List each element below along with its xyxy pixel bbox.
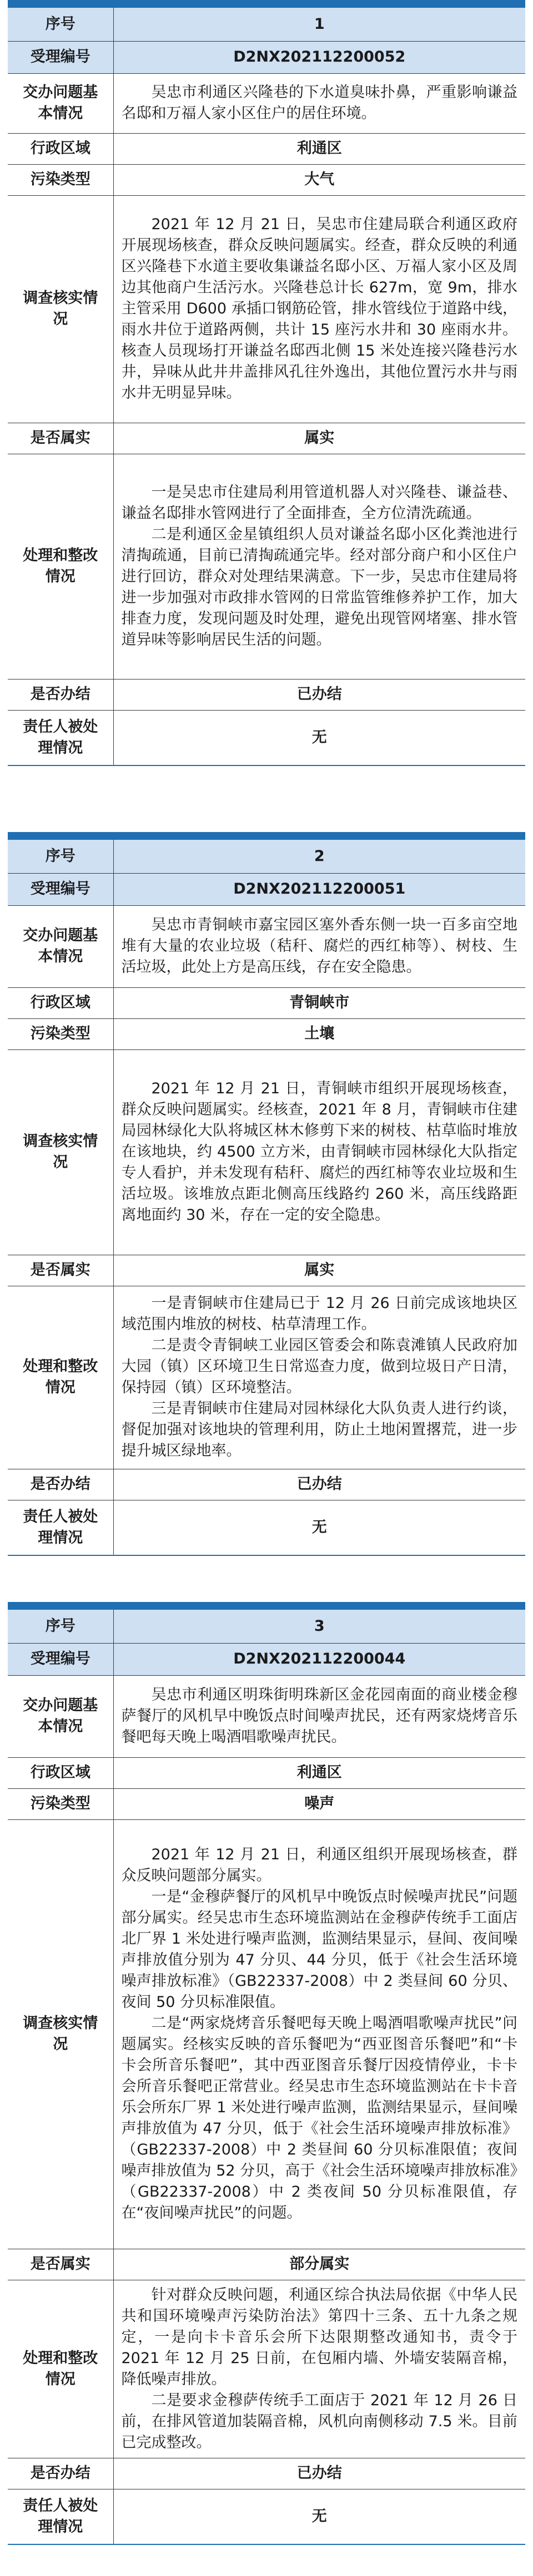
label-accountability: 责任人被处理情况 bbox=[8, 710, 113, 765]
case-issue: 吴忠市青铜峡市嘉宝园区塞外香东侧一块一百多亩空地堆有大量的农业垃圾（秸秆、腐烂的西红柿等）、树枝、生活垃圾，此处上方是高压线，存在安全隐患。 bbox=[113, 905, 525, 987]
label-code: 受理编号 bbox=[8, 41, 113, 73]
label-issue: 交办问题基本情况 bbox=[8, 73, 113, 133]
label-region: 行政区域 bbox=[8, 1757, 113, 1788]
case-issue: 吴忠市利通区兴隆巷的下水道臭味扑鼻，严重影响谦益名邸和万福人家小区住户的居住环境。 bbox=[113, 73, 525, 133]
label-investigation: 调查核实情况 bbox=[8, 1819, 113, 2249]
case-verified: 属实 bbox=[113, 423, 525, 454]
table-top-bar bbox=[8, 832, 525, 840]
case-region: 利通区 bbox=[113, 1757, 525, 1788]
case-pollution: 大气 bbox=[113, 164, 525, 195]
label-verified: 是否属实 bbox=[8, 2249, 113, 2280]
case-region: 利通区 bbox=[113, 133, 525, 164]
case-region: 青铜峡市 bbox=[113, 987, 525, 1018]
label-verified: 是否属实 bbox=[8, 423, 113, 454]
label-region: 行政区域 bbox=[8, 133, 113, 164]
label-closed: 是否办结 bbox=[8, 1469, 113, 1500]
label-issue: 交办问题基本情况 bbox=[8, 1675, 113, 1757]
case-table-3 bbox=[8, 1602, 525, 2545]
label-region: 行政区域 bbox=[8, 987, 113, 1018]
case-accountability: 无 bbox=[113, 2489, 525, 2544]
label-issue: 交办问题基本情况 bbox=[8, 905, 113, 987]
case-seq: 2 bbox=[113, 840, 525, 873]
case-closed: 已办结 bbox=[113, 1469, 525, 1500]
label-seq: 序号 bbox=[8, 1610, 113, 1643]
case-investigation: 2021 年 12 月 21 日，吴忠市住建局联合利通区政府开展现场核查，群众反映问题属实。经查，群众反映的利通区兴隆巷下水道主要收集谦益名邸小区、万福人家小区及周边其他商户生活污水。兴隆巷总计长 627m，宽 9m，排水主管采用 D600 承插口钢筋砼管，排水管线位于道路中线，雨水井位于道路两侧，共计 15 座污水井和 30 座雨水井。核查人员现场打开谦益名邸西北侧 15 米处连接兴隆巷污水井，异味从此井井盖排风孔往外逸出，其他位置污水井与雨水井无明显异味。 bbox=[113, 195, 525, 423]
case-code: D2NX202112200052 bbox=[113, 41, 525, 73]
label-seq: 序号 bbox=[8, 8, 113, 41]
case-handling: 一是吴忠市住建局利用管道机器人对兴隆巷、谦益巷、谦益名邸排水管网进行了全面排查，全方位清洗疏通。 二是利通区金星镇组织人员对谦益名邸小区化粪池进行清掏疏通，目前已清掏疏通完毕。经对部分商户和小区住户进行回访，群众对处理结果满意。下一步，吴忠市住建局将进一步加强对市政排水管网的日常监管维修养护工作，加大排查力度，发现问题及时处理，避免出现管网堵塞、排水管道异味等影响居民生活的问题。 bbox=[113, 454, 525, 679]
case-accountability: 无 bbox=[113, 710, 525, 765]
label-pollution: 污染类型 bbox=[8, 1018, 113, 1049]
label-pollution: 污染类型 bbox=[8, 1788, 113, 1819]
label-verified: 是否属实 bbox=[8, 1255, 113, 1286]
table-top-bar bbox=[8, 1602, 525, 1610]
case-code: D2NX202112200044 bbox=[113, 1643, 525, 1675]
label-handling: 处理和整改情况 bbox=[8, 1286, 113, 1469]
label-handling: 处理和整改情况 bbox=[8, 2280, 113, 2458]
label-seq: 序号 bbox=[8, 840, 113, 873]
label-handling: 处理和整改情况 bbox=[8, 454, 113, 679]
case-table-2 bbox=[8, 832, 525, 1556]
label-closed: 是否办结 bbox=[8, 679, 113, 710]
label-investigation: 调查核实情况 bbox=[8, 1049, 113, 1255]
case-pollution: 土壤 bbox=[113, 1018, 525, 1049]
case-pollution: 噪声 bbox=[113, 1788, 525, 1819]
label-closed: 是否办结 bbox=[8, 2458, 113, 2489]
case-handling: 针对群众反映问题，利通区综合执法局依据《中华人民共和国环境噪声污染防治法》第四十三条、五十九条之规定，一是向卡卡音乐会所下达限期整改通知书，责令于 2021 年 12 月 25 日前，在包厢内墙、外墙安装隔音棉，降低噪声排放。 二是要求金穆萨传统手工面店于 2021 年 12 月 26 日前，在排风管道加装隔音棉，风机向南侧移动 7.5 米。目前已完成整改。 bbox=[113, 2280, 525, 2458]
case-table-1 bbox=[8, 0, 525, 766]
case-code: D2NX202112200051 bbox=[113, 873, 525, 905]
case-investigation: 2021 年 12 月 21 日，利通区组织开展现场核查，群众反映问题部分属实。 一是“金穆萨餐厅的风机早中晚饭点时候噪声扰民”问题部分属实。经吴忠市生态环境监测站在金穆萨传统手工面店北厂界 1 米处进行噪声监测，监测结果显示，昼间、夜间噪声排放值分别为 47 分贝、44 分贝，低于《社会生活环境噪声排放标准》（GB22337-2008）中 2 类昼间 60 分贝、夜间 50 分贝标准限值。 二是“两家烧烤音乐餐吧每天晚上喝酒唱歌噪声扰民”问题属实。经核实反映的音乐餐吧为“西亚图音乐餐吧”和“卡卡会所音乐餐吧”，其中西亚图音乐餐厅因疫情停业，卡卡会所音乐餐吧正常营业。经吴忠市生态环境监测站在卡卡音乐会所东厂界 1 米处进行噪声监测，监测结果显示，昼间噪声排放值为 47 分贝，低于《社会生活环境噪声排放标准》（GB22337-2008）中 2 类昼间 60 分贝标准限值；夜间噪声排放值为 52 分贝，高于《社会生活环境噪声排放标准》（GB22337-2008）中 2 类夜间 50 分贝标准限值，存在“夜间噪声扰民”的问题。 bbox=[113, 1819, 525, 2249]
label-investigation: 调查核实情况 bbox=[8, 195, 113, 423]
case-investigation: 2021 年 12 月 21 日，青铜峡市组织开展现场核查，群众反映问题属实。经核查，2021 年 8 月，青铜峡市住建局园林绿化大队将城区林木修剪下来的树枝、枯草临时堆放在该地块，约 4500 立方米，由青铜峡市园林绿化大队指定专人看护，并未发现有秸秆、腐烂的西红柿等农业垃圾和生活垃圾。该堆放点距北侧高压线路约 260 米，高压线路距离地面约 30 米，存在一定的安全隐患。 bbox=[113, 1049, 525, 1255]
case-seq: 1 bbox=[113, 8, 525, 41]
case-handling: 一是青铜峡市住建局已于 12 月 26 日前完成该地块区域范围内堆放的树枝、枯草清理工作。 二是责令青铜峡工业园区管委会和陈袁滩镇人民政府加大园（镇）区环境卫生日常巡查力度，做到垃圾日产日清，保持园（镇）区环境整洁。 三是青铜峡市住建局对园林绿化大队负责人进行约谈，督促加强对该地块的管理利用，防止土地闲置撂荒，进一步提升城区绿地率。 bbox=[113, 1286, 525, 1469]
case-seq: 3 bbox=[113, 1610, 525, 1643]
label-accountability: 责任人被处理情况 bbox=[8, 2489, 113, 2544]
case-verified: 属实 bbox=[113, 1255, 525, 1286]
case-accountability: 无 bbox=[113, 1500, 525, 1555]
case-closed: 已办结 bbox=[113, 2458, 525, 2489]
label-accountability: 责任人被处理情况 bbox=[8, 1500, 113, 1555]
case-verified: 部分属实 bbox=[113, 2249, 525, 2280]
label-pollution: 污染类型 bbox=[8, 164, 113, 195]
label-code: 受理编号 bbox=[8, 1643, 113, 1675]
case-closed: 已办结 bbox=[113, 679, 525, 710]
case-issue: 吴忠市利通区明珠街明珠新区金花园南面的商业楼金穆萨餐厅的风机早中晚饭点时间噪声扰民，还有两家烧烤音乐餐吧每天晚上喝酒唱歌噪声扰民。 bbox=[113, 1675, 525, 1757]
label-code: 受理编号 bbox=[8, 873, 113, 905]
table-top-bar bbox=[8, 0, 525, 8]
